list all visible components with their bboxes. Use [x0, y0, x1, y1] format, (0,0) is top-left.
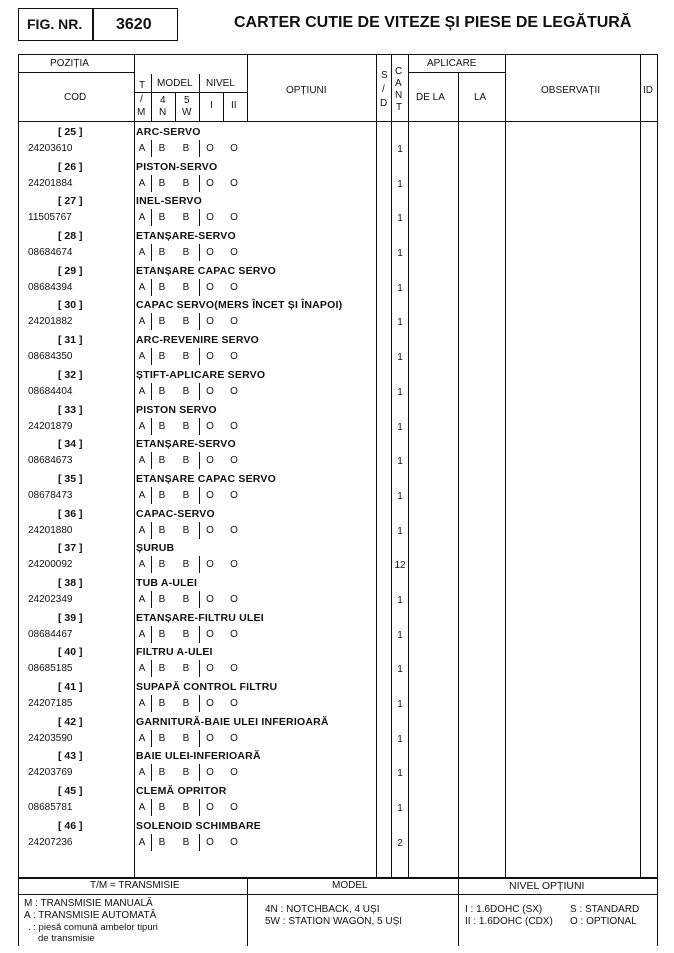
model-4n-cell: B: [158, 489, 166, 501]
table-row: [18, 332, 658, 367]
table-row: [18, 575, 658, 610]
quantity-cell: 1: [397, 386, 403, 398]
transmission-cell: A: [138, 351, 146, 363]
legend-tm-manual: M : TRANSMISIE MANUALĂ: [24, 898, 153, 909]
part-code: 08684674: [28, 247, 73, 259]
model-4n-cell: B: [158, 663, 166, 675]
nivel-ii-cell: O: [230, 698, 238, 709]
part-name: ETANȘARE CAPAC SERVO: [136, 264, 276, 277]
nivel-i-cell: O: [206, 802, 214, 814]
nivel-i-cell: O: [206, 143, 214, 154]
col-sd-slash: /: [382, 84, 385, 95]
legend-nivel-ii: II : 1.6DOHC (CDX): [465, 916, 553, 927]
nivel-i-cell: O: [206, 732, 214, 744]
nivel-i-cell: O: [206, 420, 214, 432]
model-5w-cell: B: [182, 698, 190, 709]
nivel-ii-cell: O: [230, 351, 238, 363]
model-4n-cell: B: [158, 802, 166, 814]
part-code: 08685185: [28, 663, 73, 675]
quantity-cell: 1: [397, 733, 403, 745]
transmission-cell: A: [138, 489, 146, 501]
transmission-cell: A: [138, 698, 146, 709]
legend-optional: O : OPTIONAL: [570, 916, 637, 927]
model-5w-cell: B: [182, 247, 190, 259]
part-name: ETANȘARE CAPAC SERVO: [136, 472, 276, 485]
position-number: [ 28 ]: [58, 230, 83, 243]
quantity-cell: 1: [397, 352, 403, 364]
position-number: [ 30 ]: [58, 299, 83, 312]
model-5w-cell: B: [182, 524, 190, 536]
quantity-cell: 12: [394, 560, 406, 572]
model-4n-cell: B: [158, 351, 166, 363]
transmission-cell: A: [138, 559, 146, 571]
nivel-ii-cell: O: [230, 732, 238, 744]
model-5w-cell: B: [182, 177, 190, 189]
position-number: [ 33 ]: [58, 403, 83, 416]
transmission-cell: A: [138, 247, 146, 259]
model-5w-cell: B: [182, 281, 190, 293]
nivel-ii-cell: O: [230, 663, 238, 675]
model-4n-cell: B: [158, 455, 166, 467]
nivel-ii-cell: O: [230, 143, 238, 154]
quantity-cell: 1: [397, 144, 403, 155]
quantity-cell: 1: [397, 421, 403, 433]
model-4n-cell: B: [158, 385, 166, 397]
position-number: [ 36 ]: [58, 507, 83, 520]
position-number: [ 40 ]: [58, 646, 83, 659]
model-5w-cell: B: [182, 212, 190, 224]
position-number: [ 35 ]: [58, 472, 83, 485]
quantity-cell: 1: [397, 664, 403, 676]
col-model-5: 5: [184, 95, 190, 106]
col-cant-a: A: [395, 78, 402, 89]
model-5w-cell: B: [182, 593, 190, 605]
nivel-ii-cell: O: [230, 455, 238, 467]
model-5w-cell: B: [182, 802, 190, 814]
nivel-i-cell: O: [206, 524, 214, 536]
nivel-ii-cell: O: [230, 212, 238, 224]
part-code: 24201882: [28, 316, 73, 328]
part-name: ETANȘARE-FILTRU ULEI: [136, 611, 264, 624]
nivel-i-cell: O: [206, 559, 214, 571]
part-name: PISTON SERVO: [136, 403, 217, 416]
part-name: TUB A-ULEI: [136, 576, 198, 589]
part-name: ARC-SERVO: [136, 126, 201, 138]
model-4n-cell: B: [158, 559, 166, 571]
position-number: [ 38 ]: [58, 576, 83, 589]
part-code: 24203769: [28, 767, 73, 779]
part-code: 08684404: [28, 385, 73, 397]
position-number: [ 37 ]: [58, 542, 83, 555]
legend-tm-common: . : piesă comună ambelor tipuri: [28, 922, 158, 933]
transmission-cell: A: [138, 767, 146, 779]
transmission-cell: A: [138, 420, 146, 432]
quantity-cell: 1: [397, 803, 403, 815]
table-row: [18, 679, 658, 714]
nivel-ii-cell: O: [230, 836, 238, 848]
transmission-cell: A: [138, 524, 146, 536]
part-name: GARNITURĂ-BAIE ULEI INFERIOARĂ: [136, 715, 329, 728]
model-4n-cell: B: [158, 698, 166, 709]
table-row: [18, 159, 658, 194]
table-row: [18, 540, 658, 575]
quantity-cell: 1: [397, 699, 403, 710]
table-row: [18, 506, 658, 541]
nivel-i-cell: O: [206, 836, 214, 848]
part-name: ETANȘARE-SERVO: [136, 438, 236, 451]
quantity-cell: 1: [397, 490, 403, 502]
model-4n-cell: B: [158, 281, 166, 293]
part-name: SOLENOID SCHIMBARE: [136, 819, 261, 832]
part-code: 08684350: [28, 351, 73, 363]
part-code: 24200092: [28, 559, 73, 571]
part-name: ȘTIFT-APLICARE SERVO: [136, 368, 266, 381]
table-row: [18, 783, 658, 818]
part-name: INEL-SERVO: [136, 195, 202, 208]
nivel-ii-cell: O: [230, 524, 238, 536]
part-code: 24203610: [28, 143, 73, 154]
part-code: 24202349: [28, 593, 73, 605]
model-5w-cell: B: [182, 420, 190, 432]
table-row: [18, 610, 658, 645]
part-name: PISTON-SERVO: [136, 160, 218, 173]
table-row: [18, 818, 658, 853]
col-sd-s: S: [381, 70, 388, 81]
transmission-cell: A: [138, 281, 146, 293]
col-model-n: N: [159, 107, 167, 118]
transmission-cell: A: [138, 316, 146, 328]
part-name: ETANȘARE-SERVO: [136, 230, 236, 243]
position-number: [ 42 ]: [58, 715, 83, 728]
part-name: CAPAC-SERVO: [136, 507, 215, 520]
part-name: CAPAC SERVO(MERS ÎNCET ȘI ÎNAPOI): [136, 299, 343, 312]
col-aplicare: APLICARE: [427, 58, 477, 69]
part-name: CLEMĂ OPRITOR: [136, 785, 227, 798]
col-t-slash: /: [140, 94, 143, 105]
table-row: [18, 644, 658, 679]
nivel-i-cell: O: [206, 177, 214, 189]
model-5w-cell: B: [182, 836, 190, 848]
nivel-ii-cell: O: [230, 802, 238, 814]
nivel-ii-cell: O: [230, 177, 238, 189]
quantity-cell: 1: [397, 317, 403, 329]
nivel-i-cell: O: [206, 489, 214, 501]
table-row: [18, 436, 658, 471]
table-row: [18, 263, 658, 298]
part-code: 24207236: [28, 836, 73, 848]
model-4n-cell: B: [158, 177, 166, 189]
nivel-ii-cell: O: [230, 316, 238, 328]
col-la: LA: [474, 92, 487, 103]
table-row: [18, 367, 658, 402]
col-model: MODEL: [157, 78, 193, 89]
col-de-la: DE LA: [416, 92, 445, 103]
col-observatii: OBSERVAȚII: [541, 85, 601, 96]
nivel-ii-cell: O: [230, 420, 238, 432]
part-code: 08685781: [28, 802, 73, 814]
model-5w-cell: B: [182, 767, 190, 779]
transmission-cell: A: [138, 836, 146, 848]
parts-list: [18, 124, 658, 852]
legend-tm-auto: A : TRANSMISIE AUTOMATĂ: [24, 910, 157, 921]
nivel-ii-cell: O: [230, 247, 238, 259]
legend-nivel-i: I : 1.6DOHC (SX): [465, 904, 543, 915]
col-pozitia: POZIȚIA: [50, 58, 89, 69]
nivel-ii-cell: O: [230, 281, 238, 293]
quantity-cell: 1: [397, 248, 403, 260]
nivel-ii-cell: O: [230, 767, 238, 779]
table-row: [18, 471, 658, 506]
position-number: [ 26 ]: [58, 160, 83, 173]
nivel-ii-cell: O: [230, 489, 238, 501]
col-nivel-i: I: [210, 100, 213, 111]
col-sd-d: D: [380, 98, 388, 109]
model-5w-cell: B: [182, 316, 190, 328]
fig-number: 3620: [116, 16, 152, 33]
nivel-i-cell: O: [206, 281, 214, 293]
model-4n-cell: B: [158, 420, 166, 432]
fig-label: FIG. NR.: [27, 16, 83, 32]
table-row: [18, 124, 658, 159]
nivel-i-cell: O: [206, 698, 214, 709]
model-4n-cell: B: [158, 316, 166, 328]
part-code: 08678473: [28, 489, 73, 501]
part-name: SUPAPĂ CONTROL FILTRU: [136, 681, 278, 693]
transmission-cell: A: [138, 663, 146, 675]
table-row: [18, 402, 658, 437]
position-number: [ 29 ]: [58, 264, 83, 277]
nivel-i-cell: O: [206, 628, 214, 640]
model-5w-cell: B: [182, 385, 190, 397]
model-4n-cell: B: [158, 593, 166, 605]
model-4n-cell: B: [158, 628, 166, 640]
model-4n-cell: B: [158, 767, 166, 779]
nivel-ii-cell: O: [230, 559, 238, 571]
position-number: [ 41 ]: [58, 681, 83, 693]
part-code: 24201879: [28, 420, 73, 432]
position-number: [ 39 ]: [58, 611, 83, 624]
position-number: [ 45 ]: [58, 785, 83, 798]
transmission-cell: A: [138, 212, 146, 224]
quantity-cell: 1: [397, 456, 403, 468]
legend-model-5w: 5W : STATION WAGON, 5 UȘI: [265, 916, 403, 927]
model-5w-cell: B: [182, 351, 190, 363]
model-5w-cell: B: [182, 559, 190, 571]
legend-model-4n: 4N : NOTCHBACK, 4 UȘI: [265, 904, 380, 915]
nivel-ii-cell: O: [230, 593, 238, 605]
table-row: [18, 297, 658, 332]
table-row: [18, 193, 658, 228]
col-m: M: [137, 107, 146, 118]
nivel-i-cell: O: [206, 351, 214, 363]
col-cant-c: C: [395, 66, 403, 77]
col-optiuni: OPȚIUNI: [286, 85, 327, 96]
part-code: 24203590: [28, 732, 73, 744]
quantity-cell: 2: [397, 837, 403, 849]
quantity-cell: 1: [397, 178, 403, 190]
nivel-i-cell: O: [206, 316, 214, 328]
model-4n-cell: B: [158, 247, 166, 259]
part-code: 24207185: [28, 698, 73, 709]
transmission-cell: A: [138, 593, 146, 605]
col-model-w: W: [182, 107, 192, 118]
nivel-i-cell: O: [206, 212, 214, 224]
nivel-i-cell: O: [206, 593, 214, 605]
position-number: [ 27 ]: [58, 195, 83, 208]
quantity-cell: 1: [397, 629, 403, 641]
table-row: [18, 748, 658, 783]
col-cod: COD: [64, 92, 87, 103]
position-number: [ 46 ]: [58, 819, 83, 832]
part-name: BAIE ULEI-INFERIOARĂ: [136, 750, 261, 763]
nivel-ii-cell: O: [230, 628, 238, 640]
part-name: ARC-REVENIRE SERVO: [136, 334, 260, 347]
model-4n-cell: B: [158, 836, 166, 848]
nivel-i-cell: O: [206, 767, 214, 779]
transmission-cell: A: [138, 732, 146, 744]
transmission-cell: A: [138, 802, 146, 814]
position-number: [ 34 ]: [58, 438, 83, 451]
col-id: ID: [643, 85, 653, 96]
transmission-cell: A: [138, 177, 146, 189]
table-row: [18, 228, 658, 263]
part-name: ȘURUB: [136, 542, 175, 555]
nivel-i-cell: O: [206, 247, 214, 259]
nivel-i-cell: O: [206, 455, 214, 467]
model-5w-cell: B: [182, 732, 190, 744]
model-5w-cell: B: [182, 663, 190, 675]
position-number: [ 31 ]: [58, 334, 83, 347]
nivel-ii-cell: O: [230, 385, 238, 397]
part-code: 24201884: [28, 177, 73, 189]
nivel-i-cell: O: [206, 663, 214, 675]
legend-nivel-title: NIVEL OPȚIUNI: [509, 880, 585, 892]
col-cant-t: T: [396, 102, 403, 113]
part-code: 08684394: [28, 281, 73, 293]
transmission-cell: A: [138, 143, 146, 154]
part-code: 24201880: [28, 524, 73, 536]
page-title: CARTER CUTIE DE VITEZE ȘI PIESE DE LEGĂTURĂ: [234, 14, 632, 31]
col-cant-n: N: [395, 90, 403, 101]
model-5w-cell: B: [182, 455, 190, 467]
transmission-cell: A: [138, 455, 146, 467]
quantity-cell: 1: [397, 213, 403, 225]
position-number: [ 43 ]: [58, 750, 83, 763]
legend-model-title: MODEL: [332, 880, 368, 891]
transmission-cell: A: [138, 385, 146, 397]
col-model-4: 4: [160, 95, 166, 106]
quantity-cell: 1: [397, 768, 403, 780]
col-nivel: NIVEL: [206, 78, 235, 89]
position-number: [ 32 ]: [58, 368, 83, 381]
model-4n-cell: B: [158, 212, 166, 224]
col-t: T: [139, 80, 146, 91]
model-5w-cell: B: [182, 489, 190, 501]
model-4n-cell: B: [158, 143, 166, 154]
quantity-cell: 1: [397, 525, 403, 537]
legend-tm-common-2: de transmisie: [38, 933, 95, 944]
part-name: FILTRU A-ULEI: [136, 646, 213, 659]
header-bottom-rule: [18, 121, 658, 122]
model-4n-cell: B: [158, 524, 166, 536]
model-5w-cell: B: [182, 143, 190, 154]
part-code: 08684467: [28, 628, 73, 640]
legend-tm-title: T/M = TRANSMISIE: [90, 880, 180, 891]
part-code: 11505767: [28, 212, 72, 224]
table-row: [18, 714, 658, 749]
quantity-cell: 1: [397, 282, 403, 294]
part-code: 08684673: [28, 455, 73, 467]
col-nivel-ii: II: [231, 100, 237, 111]
legend-standard: S : STANDARD: [570, 904, 640, 915]
model-5w-cell: B: [182, 628, 190, 640]
model-4n-cell: B: [158, 732, 166, 744]
transmission-cell: A: [138, 628, 146, 640]
nivel-i-cell: O: [206, 385, 214, 397]
position-number: [ 25 ]: [58, 126, 83, 138]
quantity-cell: 1: [397, 594, 403, 606]
